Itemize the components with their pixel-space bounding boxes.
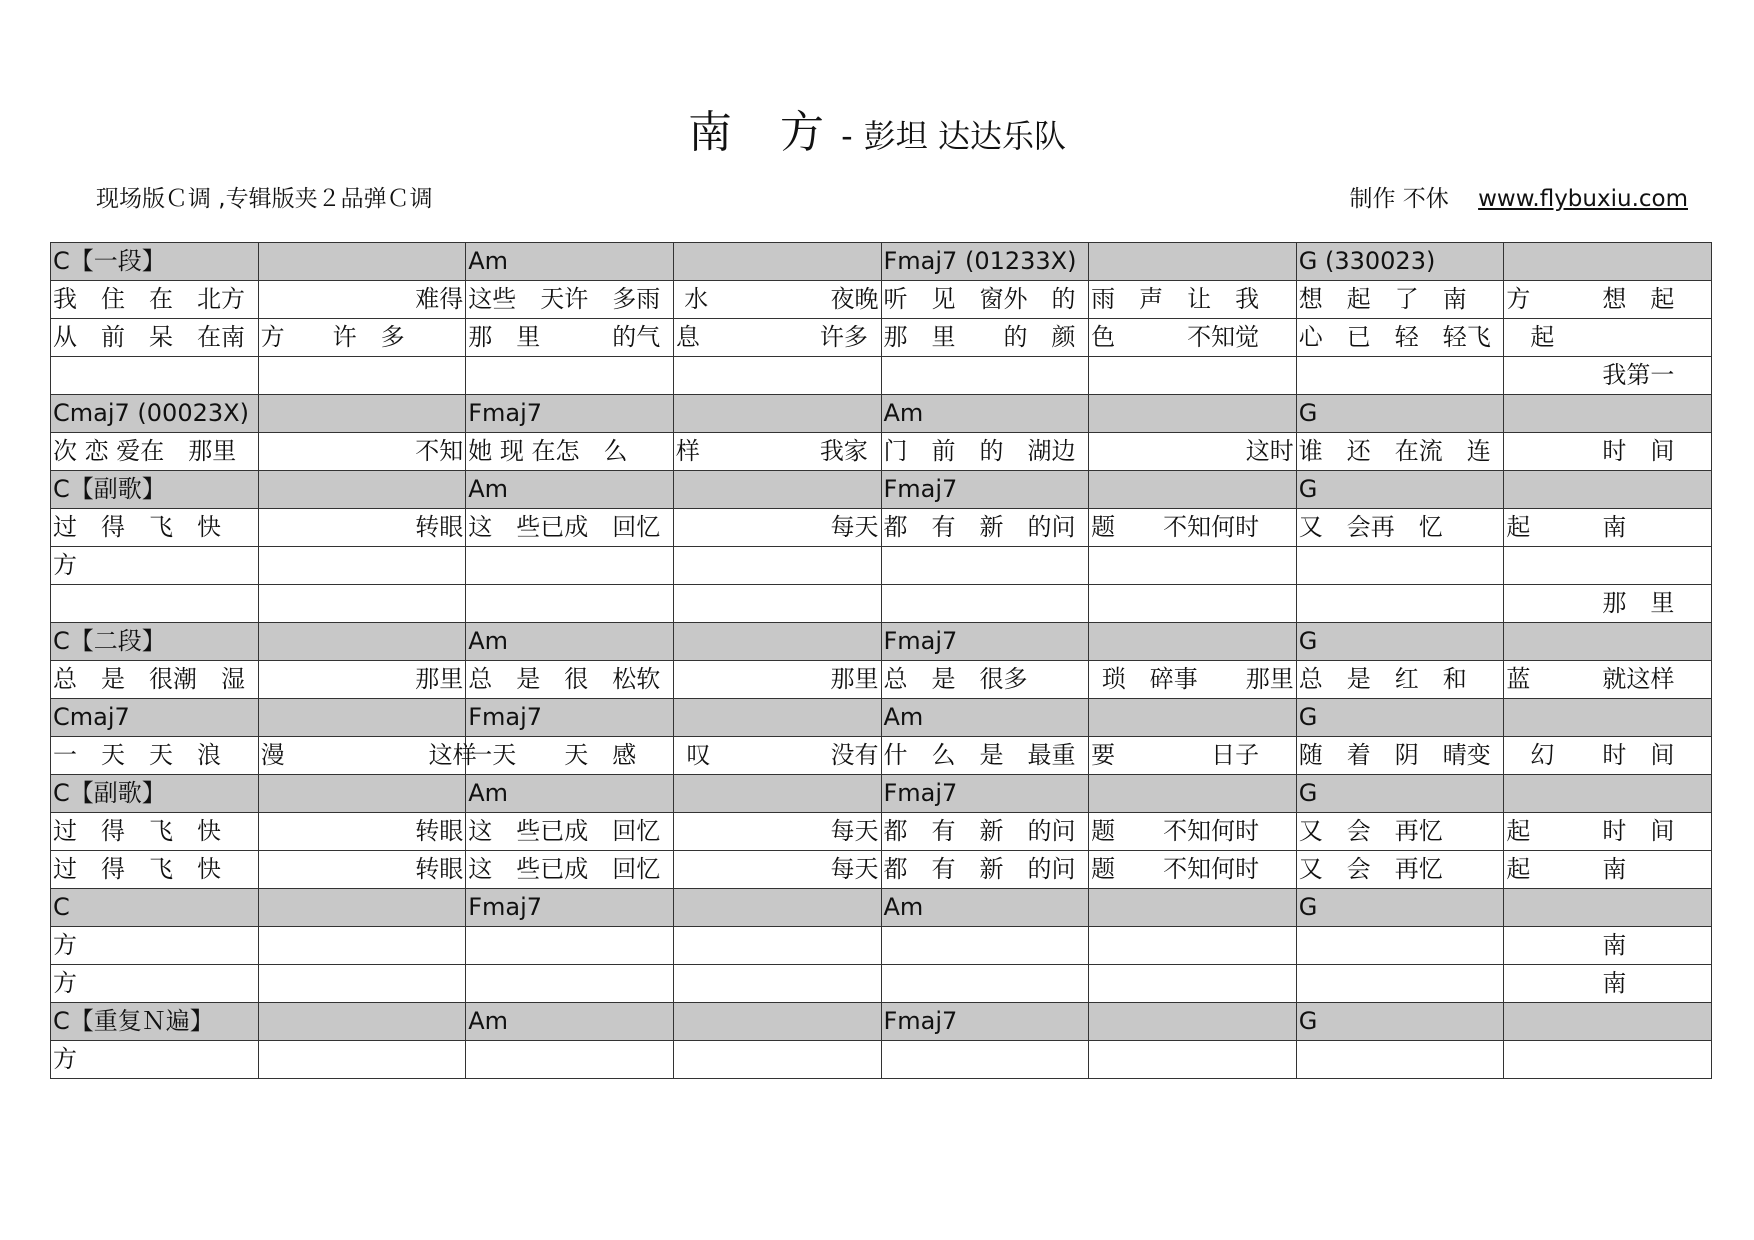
lyric-cell: 蓝 就这样: [1504, 661, 1712, 699]
lyric-cell: [673, 927, 881, 965]
lyric-row: [51, 927, 1712, 965]
chord-cell: Fmaj7: [466, 889, 674, 927]
lyric-cell: [258, 927, 466, 965]
lyric-cell: 息 许多: [673, 319, 881, 357]
lyric-cell: [1504, 1041, 1712, 1079]
page-title: [0, 96, 1754, 160]
chord-cell: Fmaj7: [466, 699, 674, 737]
lyric-cell: 谁 还 在流 连: [1296, 433, 1504, 471]
lyric-cell: [673, 547, 881, 585]
lyric-cell: 方: [51, 1041, 259, 1079]
chord-cell: [673, 699, 881, 737]
lyric-cell: 那里: [673, 661, 881, 699]
chord-cell: Cmaj7: [51, 699, 259, 737]
chord-cell: [1504, 775, 1712, 813]
lyric-cell: 一天 天 感: [466, 737, 674, 775]
lyric-cell: 那 里: [1504, 585, 1712, 623]
lyric-cell: 南: [1504, 965, 1712, 1003]
chord-cell: C【副歌】: [51, 775, 259, 813]
lyric-cell: 过 得 飞 快: [51, 509, 259, 547]
lyric-cell: [1089, 927, 1297, 965]
lyric-cell: 题 不知何时: [1089, 813, 1297, 851]
chord-row: [51, 243, 1712, 281]
lyric-row: [51, 1041, 1712, 1079]
lyric-row: [51, 737, 1712, 775]
lyric-cell: [1089, 1041, 1297, 1079]
lyric-cell: 转眼: [258, 813, 466, 851]
chord-cell: [1504, 623, 1712, 661]
lyric-cell: 这 些已成 回忆: [466, 509, 674, 547]
chord-cell: Am: [881, 699, 1089, 737]
chord-cell: Am: [881, 395, 1089, 433]
lyric-cell: [466, 965, 674, 1003]
lyric-cell: [51, 585, 259, 623]
chord-cell: [1089, 623, 1297, 661]
lyric-cell: 又 会再 忆: [1296, 509, 1504, 547]
chord-cell: [1504, 395, 1712, 433]
lyric-cell: 都 有 新 的问: [881, 509, 1089, 547]
chord-cell: G: [1296, 395, 1504, 433]
chord-cell: G: [1296, 889, 1504, 927]
lyric-cell: 一 天 天 浪: [51, 737, 259, 775]
chord-cell: [1504, 471, 1712, 509]
chord-cell: Am: [466, 471, 674, 509]
lyric-cell: 总 是 很潮 湿: [51, 661, 259, 699]
lyric-cell: 难得: [258, 281, 466, 319]
chord-cell: [258, 395, 466, 433]
lyric-row: [51, 661, 1712, 699]
chord-cell: C【一段】: [51, 243, 259, 281]
lyric-cell: [466, 1041, 674, 1079]
lyric-cell: 南: [1504, 927, 1712, 965]
lyric-cell: 我 住 在 北方: [51, 281, 259, 319]
chord-row: [51, 471, 1712, 509]
chord-cell: G (330023): [1296, 243, 1504, 281]
lyric-cell: 这时: [1089, 433, 1297, 471]
chord-cell: Am: [466, 623, 674, 661]
lyric-cell: 琐 碎事 那里: [1089, 661, 1297, 699]
chord-cell: Fmaj7: [881, 775, 1089, 813]
chord-row: [51, 775, 1712, 813]
lyric-cell: [1296, 547, 1504, 585]
lyric-cell: 转眼: [258, 509, 466, 547]
lyric-row: [51, 281, 1712, 319]
lyric-cell: 都 有 新 的问: [881, 813, 1089, 851]
chord-cell: [1089, 471, 1297, 509]
chord-cell: [673, 471, 881, 509]
chord-cell: G: [1296, 775, 1504, 813]
chord-cell: [673, 889, 881, 927]
lyric-row: [51, 433, 1712, 471]
key-note: 现场版Ｃ调 ,专辑版夹２品弹Ｃ调: [96, 186, 433, 212]
chord-cell: [673, 395, 881, 433]
lyric-cell: [466, 547, 674, 585]
chord-cell: Fmaj7: [881, 1003, 1089, 1041]
chord-cell: Cmaj7 (00023X): [51, 395, 259, 433]
lyric-cell: [1296, 1041, 1504, 1079]
lyric-cell: 从 前 呆 在南: [51, 319, 259, 357]
lyric-cell: 那 里 的气: [466, 319, 674, 357]
lyric-cell: [1089, 965, 1297, 1003]
lyric-cell: 这 些已成 回忆: [466, 851, 674, 889]
lyric-cell: [881, 357, 1089, 395]
song-title: 南 方: [688, 107, 827, 158]
chord-cell: Fmaj7 (01233X): [881, 243, 1089, 281]
chord-cell: C【副歌】: [51, 471, 259, 509]
lyric-row: [51, 813, 1712, 851]
lyric-cell: [881, 965, 1089, 1003]
lyric-cell: 方: [51, 547, 259, 585]
lyric-cell: 每天: [673, 813, 881, 851]
chord-cell: [258, 699, 466, 737]
lyric-cell: 夜晚: [673, 281, 881, 319]
lyric-cell: 心 已 轻 轻飞: [1296, 319, 1504, 357]
lyric-cell: [881, 585, 1089, 623]
lyric-cell: [881, 927, 1089, 965]
lyric-cell: [1296, 357, 1504, 395]
lyric-cell: 色 不知觉: [1089, 319, 1297, 357]
title-separator: -: [841, 117, 853, 155]
chord-cell: [258, 471, 466, 509]
chord-cell: [1089, 1003, 1297, 1041]
chord-cell: [1089, 889, 1297, 927]
chord-row: [51, 395, 1712, 433]
chord-cell: [1504, 1003, 1712, 1041]
lyric-cell: [881, 1041, 1089, 1079]
lyric-row: [51, 585, 1712, 623]
lyric-cell: 我第一: [1504, 357, 1712, 395]
lyric-cell: 她 现 在怎 么: [466, 433, 674, 471]
lyric-cell: 门 前 的 湖边: [881, 433, 1089, 471]
lyric-cell: 每天: [673, 851, 881, 889]
lyric-cell: [466, 357, 674, 395]
lyric-cell: 这些 天许 多雨 水: [466, 281, 674, 319]
chord-row: [51, 1003, 1712, 1041]
lyric-cell: 什 么 是 最重: [881, 737, 1089, 775]
chord-cell: [673, 1003, 881, 1041]
lyric-cell: 题 不知何时: [1089, 851, 1297, 889]
lyric-cell: 方 想 起: [1504, 281, 1712, 319]
lyric-cell: 方 许 多: [258, 319, 466, 357]
lyric-cell: [673, 1041, 881, 1079]
chord-cell: C【重复Ｎ遍】: [51, 1003, 259, 1041]
lyric-row: [51, 509, 1712, 547]
chord-cell: [258, 623, 466, 661]
lyric-cell: 叹 没有: [673, 737, 881, 775]
chord-cell: Am: [466, 243, 674, 281]
chord-cell: Am: [466, 1003, 674, 1041]
chord-row: [51, 699, 1712, 737]
chord-cell: C【二段】: [51, 623, 259, 661]
lyric-cell: 次 恋 爱在 那里: [51, 433, 259, 471]
chord-cell: Fmaj7: [466, 395, 674, 433]
chord-cell: [1089, 243, 1297, 281]
chord-cell: [1089, 395, 1297, 433]
lyric-cell: 总 是 很 松软: [466, 661, 674, 699]
lyric-cell: [258, 1041, 466, 1079]
chord-cell: Am: [466, 775, 674, 813]
lyric-cell: [1296, 585, 1504, 623]
chord-cell: [673, 775, 881, 813]
chord-cell: [673, 243, 881, 281]
lyric-row: [51, 965, 1712, 1003]
maker-credit: 制作 不休: [1349, 186, 1449, 212]
lyric-cell: 起: [1504, 319, 1712, 357]
lyric-cell: [258, 965, 466, 1003]
chord-row: [51, 889, 1712, 927]
lyric-cell: 方: [51, 927, 259, 965]
lyric-cell: [1089, 585, 1297, 623]
chord-cell: Fmaj7: [881, 623, 1089, 661]
lyric-cell: 那 里 的 颜: [881, 319, 1089, 357]
chord-cell: [1504, 243, 1712, 281]
credit: [1349, 180, 1688, 213]
lyric-cell: 过 得 飞 快: [51, 851, 259, 889]
lyric-cell: [1296, 965, 1504, 1003]
lyric-row: [51, 851, 1712, 889]
website-link[interactable]: www.flybuxiu.com: [1478, 186, 1688, 212]
lyric-cell: [673, 585, 881, 623]
lyric-cell: 起 南: [1504, 509, 1712, 547]
lyric-cell: 又 会 再忆: [1296, 851, 1504, 889]
lyric-cell: 转眼: [258, 851, 466, 889]
lyric-cell: 听 见 窗外 的: [881, 281, 1089, 319]
lyric-cell: 时 间: [1504, 433, 1712, 471]
lyric-cell: [258, 585, 466, 623]
lyric-cell: [466, 585, 674, 623]
chord-cell: [258, 1003, 466, 1041]
chord-cell: [258, 889, 466, 927]
lyric-cell: 都 有 新 的问: [881, 851, 1089, 889]
lyric-cell: [258, 357, 466, 395]
lyric-cell: [51, 357, 259, 395]
chord-cell: [1504, 699, 1712, 737]
chord-cell: G: [1296, 699, 1504, 737]
artist-name: 彭坦 达达乐队: [863, 117, 1066, 155]
lyric-cell: [466, 927, 674, 965]
lyric-cell: [1089, 547, 1297, 585]
lyric-cell: 总 是 很多: [881, 661, 1089, 699]
lyric-cell: 题 不知何时: [1089, 509, 1297, 547]
lyric-cell: 幻 时 间: [1504, 737, 1712, 775]
lyric-cell: 总 是 红 和: [1296, 661, 1504, 699]
lyric-cell: 起 时 间: [1504, 813, 1712, 851]
lyric-cell: [1296, 927, 1504, 965]
lyric-cell: 又 会 再忆: [1296, 813, 1504, 851]
lyric-cell: 起 南: [1504, 851, 1712, 889]
chord-cell: [258, 243, 466, 281]
lyric-row: [51, 357, 1712, 395]
chord-cell: [258, 775, 466, 813]
chord-cell: C: [51, 889, 259, 927]
chord-cell: G: [1296, 1003, 1504, 1041]
chord-cell: Am: [881, 889, 1089, 927]
chord-row: [51, 623, 1712, 661]
lyric-cell: [673, 357, 881, 395]
lyric-cell: 要 日子: [1089, 737, 1297, 775]
lyric-cell: 样 我家: [673, 433, 881, 471]
lyric-cell: [1089, 357, 1297, 395]
lyric-cell: 那里: [258, 661, 466, 699]
lyric-cell: 方: [51, 965, 259, 1003]
lyric-cell: 不知: [258, 433, 466, 471]
lyric-cell: [258, 547, 466, 585]
lyric-cell: 每天: [673, 509, 881, 547]
chord-cell: G: [1296, 471, 1504, 509]
chord-cell: G: [1296, 623, 1504, 661]
chord-cell: Fmaj7: [881, 471, 1089, 509]
chord-cell: [673, 623, 881, 661]
lyric-row: [51, 547, 1712, 585]
lyric-row: [51, 319, 1712, 357]
lyric-cell: [673, 965, 881, 1003]
lyric-cell: 随 着 阴 晴变: [1296, 737, 1504, 775]
chord-sheet-table: [50, 242, 1712, 1079]
chord-cell: [1089, 699, 1297, 737]
lyric-cell: 过 得 飞 快: [51, 813, 259, 851]
lyric-cell: 漫 这样: [258, 737, 466, 775]
lyric-cell: 这 些已成 回忆: [466, 813, 674, 851]
lyric-cell: 雨 声 让 我: [1089, 281, 1297, 319]
chord-cell: [1089, 775, 1297, 813]
chord-cell: [1504, 889, 1712, 927]
lyric-cell: [1504, 547, 1712, 585]
lyric-cell: 想 起 了 南: [1296, 281, 1504, 319]
lyric-cell: [881, 547, 1089, 585]
